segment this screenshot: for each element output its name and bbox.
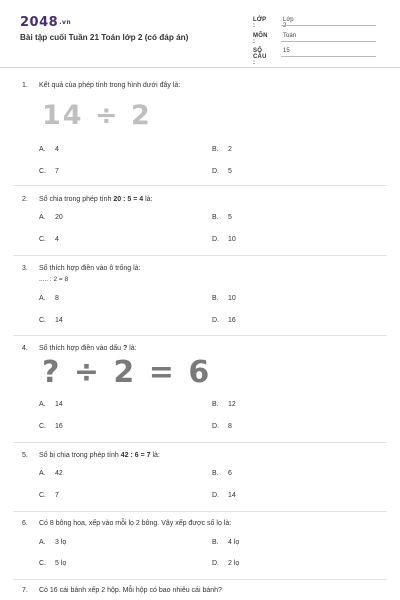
page-header (0, 0, 400, 68)
question-text: Có 8 bông hoa, xếp vào mỗi lọ 2 bông. Vậy xếp được số lọ là: (39, 520, 232, 527)
question-number: 2. (22, 196, 28, 203)
divider (13, 185, 387, 186)
question-expression: ..... : 2 = 8 (39, 276, 69, 283)
divider (13, 579, 387, 580)
divider (13, 335, 387, 336)
meta-class-value: Lớp 2 (283, 17, 294, 29)
meta-count-value: 15 (283, 48, 290, 54)
meta-class-label: LỚP : (253, 17, 267, 29)
question-image: 14 ÷ 2 (42, 100, 152, 131)
question-text: Kết quả của phép tính trong hình dưới đây là: (39, 82, 181, 89)
question-text: Số thích hợp điền vào dấu ? là: (39, 345, 137, 352)
question-number: 1. (22, 82, 28, 89)
meta-underline (281, 25, 376, 26)
question-image: ? ÷ 2 = 6 (42, 355, 212, 390)
question-text: Số thích hợp điền vào ô trống là: (39, 265, 141, 272)
question-number: 3. (22, 265, 28, 272)
meta-subject-value: Toán (283, 33, 297, 39)
divider (13, 442, 387, 443)
page-title: Bài tập cuối Tuần 21 Toán lớp 2 (có đáp án) (20, 33, 189, 42)
question-text: Số bị chia trong phép tính 42 : 6 = 7 là: (39, 452, 160, 459)
divider (13, 255, 387, 256)
site-logo[interactable]: 2048.vn (20, 15, 72, 30)
question-number: 6. (22, 520, 28, 527)
question-text: Có 16 cái bánh xếp 2 hộp. Mỗi hộp có bao nhiêu cái bánh? (39, 587, 222, 594)
question-number: 7. (22, 587, 28, 594)
divider (13, 511, 387, 512)
meta-underline (281, 56, 376, 57)
meta-subject-label: MÔN : (253, 33, 268, 45)
meta-underline (281, 41, 376, 42)
question-text: Số chia trong phép tính 20 : 5 = 4 là: (39, 196, 153, 203)
meta-count-label: SỐ CÂU : (253, 48, 267, 66)
question-number: 5. (22, 452, 28, 459)
question-number: 4. (22, 345, 28, 352)
